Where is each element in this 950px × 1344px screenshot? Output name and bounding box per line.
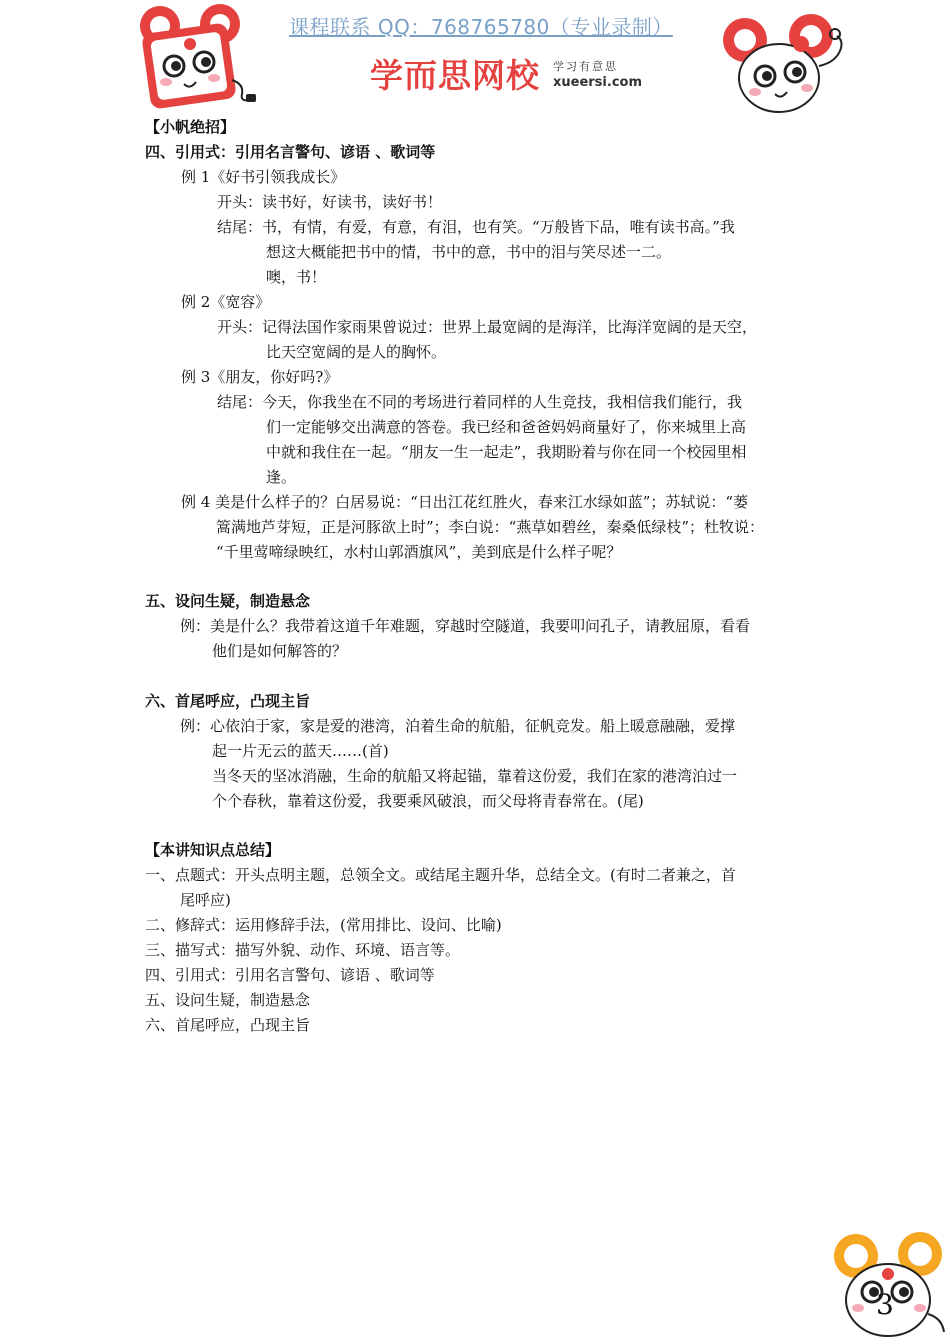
item5-example-line1: 例：美是什么？我带着这道千年难题，穿越时空隧道，我要叩问孔子，请教屈原，看看 [180, 617, 751, 635]
summary-item4: 四、引用式：引用名言警句、谚语 、歌词等 [145, 966, 435, 984]
summary-item1-line2: 尾呼应) [180, 891, 231, 909]
mascot-left-icon [132, 2, 262, 110]
example3-ending-line1: 结尾：今天，你我坐在不同的考场进行着同样的人生竞技，我相信我们能行，我 [217, 393, 743, 411]
example4-line1: 例 4 美是什么样子的？白居易说：“日出江花红胜火，春来江水绿如蓝”；苏轼说：“蒌 [181, 493, 749, 511]
summary-item5: 五、设问生疑，制造悬念 [145, 991, 311, 1009]
summary-item2: 二、修辞式：运用修辞手法，(常用排比、设问、比喻) [145, 916, 502, 934]
example1-opening: 开头：读书好，好读书，读好书！ [217, 193, 443, 211]
summary-item6: 六、首尾呼应，凸现主旨 [145, 1016, 311, 1034]
item6-example-line4: 个个春秋，靠着这份爱，我要乘风破浪，而父母将青春常在。(尾) [212, 792, 644, 810]
example1-title: 例 1《好书引领我成长》 [181, 168, 346, 186]
example4-line2: 篙满地芦芽短，正是河豚欲上时”；李白说：“燕草如碧丝，秦桑低绿枝”；杜牧说： [216, 518, 765, 536]
item6-title: 六、首尾呼应，凸现主旨 [145, 692, 311, 710]
example2-title: 例 2《宽容》 [181, 293, 271, 311]
example2-opening-line2: 比天空宽阔的是人的胸怀。 [266, 343, 447, 361]
summary-item3: 三、描写式：描写外貌、动作、环境、语言等。 [145, 941, 461, 959]
item6-example-line3: 当冬天的坚冰消融，生命的航船又将起锚，靠着这份爱，我们在家的港湾泊过一 [212, 767, 738, 785]
section-heading-summary: 【本讲知识点总结】 [145, 841, 281, 859]
mascot-right-icon [715, 8, 855, 118]
brand-logo-text: 学而思网校 [370, 56, 540, 95]
example1-ending-line3: 噢，书！ [266, 268, 327, 286]
brand-slogan: 学习有意思 [553, 60, 618, 73]
item6-example-line2: 起一片无云的蓝天……(首) [212, 742, 389, 760]
section-heading-xiaofan: 【小帆绝招】 [145, 118, 236, 136]
summary-item1-line1: 一、点题式：开头点明主题，总领全文。或结尾主题升华，总结全文。(有时二者兼之，首 [145, 866, 736, 884]
example3-ending-line3: 中就和我住在一起。“朋友一生一起走”，我期盼着与你在同一个校园里相 [266, 443, 747, 461]
example3-ending-line2: 们一定能够交出满意的答卷。我已经和爸爸妈妈商量好了，你来城里上高 [266, 418, 747, 436]
example4-line3: “千里莺啼绿映红，水村山郭酒旗风”，美到底是什么样子呢？ [216, 543, 622, 561]
example1-ending-line1: 结尾：书，有情，有爱，有意，有泪，也有笑。“万般皆下品，唯有读书高。”我 [217, 218, 735, 236]
item4-title: 四、引用式：引用名言警句、谚语 、歌词等 [145, 143, 436, 161]
brand-url: xueersi.com [553, 75, 643, 90]
item6-example-line1: 例：心依泊于家，家是爱的港湾，泊着生命的航船，征帆竞发。船上暖意融融，爱撑 [180, 717, 736, 735]
mascot-footer-icon [828, 1228, 950, 1344]
example1-ending-line2: 想这大概能把书中的情，书中的意，书中的泪与笑尽述一二。 [266, 243, 672, 261]
example2-opening-line1: 开头：记得法国作家雨果曾说过：世界上最宽阔的是海洋，比海洋宽阔的是天空， [217, 318, 758, 336]
course-contact-link[interactable]: 课程联系 QQ：768765780（专业录制） [289, 15, 673, 39]
item5-example-line2: 他们是如何解答的？ [212, 642, 348, 660]
example3-title: 例 3《朋友，你好吗?》 [181, 368, 339, 386]
example3-ending-line4: 逢。 [266, 468, 297, 486]
item5-title: 五、设问生疑，制造悬念 [145, 592, 311, 610]
page-number: 3 [876, 1288, 894, 1321]
